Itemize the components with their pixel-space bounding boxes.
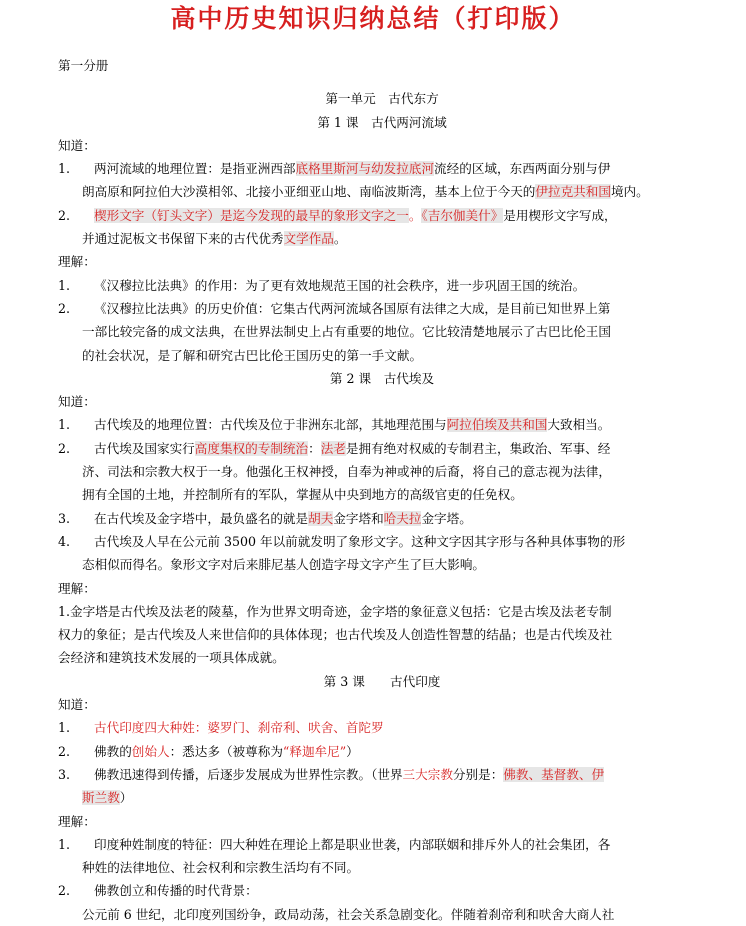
highlight: 胡夫 [308,510,334,526]
list-item: 2. 楔形文字（钉头文字）是迄今发现的最早的象形文字之一。《吉尔伽美什》是用楔形文字写成， [58,204,706,227]
item-number: 2. [58,300,71,316]
red-text: 三大宗教 [402,766,453,782]
highlight: 伊拉克共和国 [535,184,611,200]
list-item: 1. 古代埃及的地理位置：古代埃及位于非洲东北部，其地理范围与阿拉伯埃及共和国大致相当。 [58,413,706,436]
list-item: 1. 两河流域的地理位置：是指亚洲西部底格里斯河与幼发拉底河流经的区域，东西两面分别与伊 [58,157,706,180]
highlight: 文学作品 [283,231,334,247]
list-item [58,716,706,739]
highlight: 高度集权的专制统治 [194,440,309,456]
list-item: 3. 佛教迅速得到传播，后逐步发展成为世界性宗教。（世界三大宗教分别是：佛教、基督教、伊 [58,763,706,786]
item-number: 2. [58,883,71,899]
highlight: 法老 [320,440,346,456]
list-item-continued: 斯兰教） [82,790,133,806]
list-item: 2. 古代埃及国家实行高度集权的专制统治：法老是拥有绝对权威的专制君主，集政治、军事、经 [58,437,706,460]
item-number: 1. [58,836,71,852]
list-item-continued: 态相似而得名。象形文字对后来腓尼基人创造字母文字产生了巨大影响。 [82,557,485,573]
paragraph-line: 会经济和建筑技术发展的一项具体成就。 [58,650,285,666]
list-item: 3. 在古代埃及金字塔中，最负盛名的就是胡夫金字塔和哈夫拉金字塔。 [58,507,706,530]
unit-heading: 第一单元 古代东方 [325,91,439,107]
item-number: 2. [58,207,71,223]
section-label-understand: 理解： [58,580,96,596]
section-label-know: 知道： [58,697,96,713]
lesson-1-heading: 第 1 课 古代两河流域 [317,114,447,130]
highlight: 楔形文字（钉头文字）是迄今发现的最早的象形文字之一 [94,207,409,223]
red-text: 古代印度四大种姓：婆罗门、刹帝利、吠舍、首陀罗 [94,720,384,736]
item-number: 1. [58,720,71,736]
paragraph-line: 公元前 6 世纪，北印度列国纷争，政局动荡，社会关系急剧变化。伴随着刹帝利和吠舍大商人社 [82,906,615,922]
paragraph-line: 权力的象征；是古代埃及人来世信仰的具体体现；也古代埃及人创造性智慧的结晶；也是古代埃及社 [58,627,613,643]
section-label-know: 知道： [58,394,96,410]
list-item-continued: 济、司法和宗教大权于一身。他强化王权神授，自奉为神或神的后裔，将自己的意志视为法律， [82,464,611,480]
highlight: 底格里斯河与幼发拉底河 [295,161,435,177]
lesson-3-heading: 第 3 课 古代印度 [323,673,441,689]
section-label-understand: 理解： [58,813,96,829]
list-item: 4. 古代埃及人早在公元前 3500 年以前就发明了象形文字。这种文字因其字形与各种具体事物的形 [58,530,706,553]
list-item-continued: 一部比较完备的成文法典，在世界法制史上占有重要的地位。它比较清楚地展示了古巴比伦王国 [82,324,611,340]
list-item: 2. 佛教创立和传播的时代背景： [58,879,706,902]
highlight: 《吉尔伽美什》 [421,207,504,223]
section-label-know: 知道： [58,137,96,153]
list-item-continued: 种姓的法律地位、社会权利和宗教生活均有不同。 [82,860,360,876]
document-title: 高中历史知识归纳总结（打印版） [170,4,576,33]
highlight: 佛教、基督教、伊 [503,766,605,782]
lesson-2-heading: 第 2 课 古代埃及 [329,370,435,386]
highlight: 斯兰教 [82,790,120,806]
document-body [58,54,706,926]
item-number: 3. [58,510,71,526]
list-item-continued: 并通过泥板文书保留下来的古代优秀文学作品。 [82,231,347,247]
list-item: 1. 《汉穆拉比法典》的作用：为了更有效地规范王国的社会秩序，进一步巩固王国的统治。 [58,274,706,297]
red-text: 创始人 [131,743,170,759]
book-label: 第一分册 [58,58,109,73]
item-number: 2. [58,743,71,759]
item-number: 1. [58,161,71,177]
highlight: 哈夫拉 [383,510,422,526]
list-item: 1. 印度种姓制度的特征：四大种姓在理论上都是职业世袭，内部联姻和排斥外人的社会集团，各 [58,833,706,856]
list-item-continued: 朗高原和阿拉伯大沙漠相邻、北接小亚细亚山地、南临波斯湾，基本上位于今天的伊拉克共和国境内。 [82,184,649,200]
list-item: 2. 佛教的创始人：悉达多（被尊称为“释迦牟尼”） [58,740,706,763]
list-item-continued: 拥有全国的土地，并控制所有的军队，掌握从中央到地方的高级官吏的任免权。 [82,487,523,503]
item-number: 1. [58,417,71,433]
highlight: 阿拉伯埃及共和国 [446,417,548,433]
item-number: 3. [58,766,71,782]
list-item: 2. 《汉穆拉比法典》的历史价值：它集古代两河流域各国原有法律之大成，是目前已知世界上第 [58,297,706,320]
section-label-understand: 理解： [58,254,96,270]
item-number: 2. [58,440,71,456]
paragraph-line: 1.金字塔是古代埃及法老的陵墓，作为世界文明奇迹，金字塔的象征意义包括：它是古埃及法老专制 [58,603,612,619]
red-text: “释迦牟尼” [282,743,347,759]
item-number: 4. [58,533,71,549]
item-number: 1. [58,277,71,293]
list-item-continued: 的社会状况，是了解和研究古巴比伦王国历史的第一手文献。 [82,347,423,363]
